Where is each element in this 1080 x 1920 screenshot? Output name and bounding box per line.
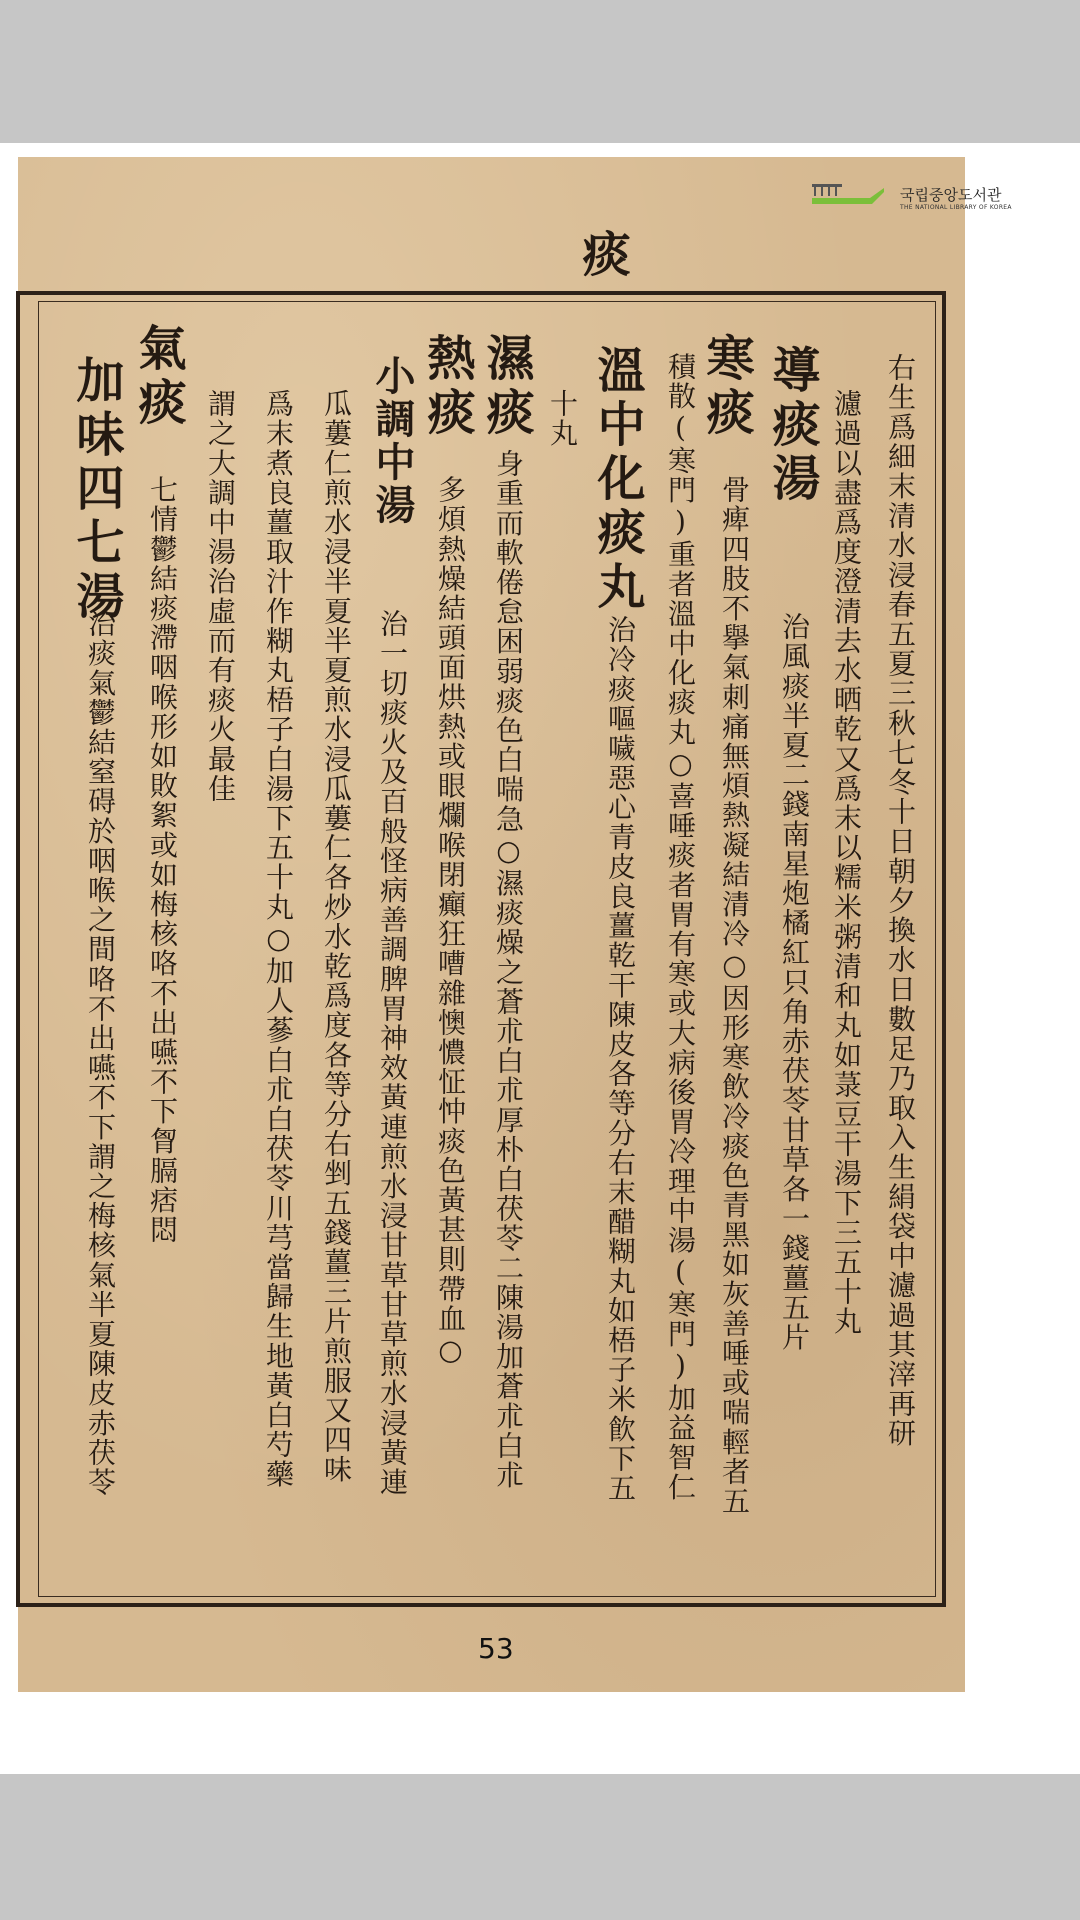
page-number: 53 — [478, 1632, 514, 1665]
library-name-korean: 국립중앙도서관 — [900, 186, 1002, 204]
text-column-11: 瓜蔞仁煎水浸半夏半夏煎水浸瓜蔞仁各炒水乾爲度各等分右剉五錢薑三片煎服又四味 — [320, 389, 353, 1485]
heading-heat-phlegm: 熱痰 — [419, 333, 475, 441]
bottom-gray-band — [0, 1774, 1080, 1920]
library-logo — [810, 182, 1010, 222]
text-column-14: 七情鬱結痰滯咽喉形如敗絮或如梅核咯不出嚥不下胷膈痞悶 — [146, 475, 179, 1245]
text-column-8: 身重而軟倦怠困弱痰色白喘急○濕痰燥之蒼朮白朮厚朴白茯苓二陳湯加蒼朮白朮 — [492, 449, 525, 1490]
text-column-10: 治一切痰火及百般怪病善調脾胃神效黃連煎水浸甘草甘草煎水浸黃連 — [376, 609, 409, 1497]
heading-qi-phlegm: 氣痰 — [130, 323, 186, 431]
text-column-2: 濾過以盡爲度澄清去水晒乾又爲末以糯米粥清和丸如菉豆干湯下三五十丸 — [830, 389, 863, 1337]
text-column-7: 十丸 — [546, 389, 579, 449]
library-name-english: THE NATIONAL LIBRARY OF KOREA — [900, 204, 1012, 211]
heading-daodan-tang: 導痰湯 — [764, 345, 820, 507]
text-column-3: 治風痰半夏二錢南星炮橘紅只角赤茯苓甘草各一錢薑五片 — [778, 612, 811, 1352]
text-column-5: 積散(寒門)重者溫中化痰丸○喜唾痰者胃有寒或大病後胃冷理中湯(寒門)加益智仁 — [664, 352, 697, 1502]
heading-cold-phlegm: 寒痰 — [698, 333, 754, 441]
heading-jiawei-siqi-tang: 加味四七湯 — [68, 355, 124, 625]
text-column-13: 謂之大調中湯治虛而有痰火最佳 — [204, 389, 237, 804]
running-title: 痰 — [574, 229, 630, 277]
heading-damp-phlegm: 濕痰 — [478, 333, 534, 441]
heading-wenzhong-huatan-wan: 溫中化痰丸 — [589, 345, 645, 615]
heading-xiao-tiaozhong-tang: 小調中湯 — [369, 355, 416, 527]
text-column-1: 右生爲細末清水浸春五夏三秋七冬十日朝夕換水日數足乃取入生絹袋中濾過其滓再研 — [884, 353, 917, 1449]
text-column-15: 治痰氣鬱結窒碍於咽喉之間咯不出嚥不下謂之梅核氣半夏陳皮赤茯苓 — [84, 609, 117, 1497]
text-column-6: 治冷痰嘔噦惡心青皮良薑乾干陳皮各等分右末醋糊丸如梧子米飮下五 — [604, 615, 637, 1503]
top-gray-band — [0, 0, 1080, 143]
book-page — [18, 157, 1012, 1692]
text-column-12: 爲末煮良薑取汁作糊丸梧子白湯下五十丸○加人蔘白朮白茯苓川芎當歸生地黃白芍藥 — [262, 389, 295, 1490]
text-column-4: 骨痺四肢不擧氣刺痛無煩熱凝結清冷○因形寒飲冷痰色青黑如灰善唾或喘輕者五 — [718, 475, 751, 1516]
text-column-9: 多煩熱燥結頭面烘熱或眼爛喉閉癲狂嘈雜懊憹怔忡痰色黃甚則帶血○ — [434, 475, 467, 1368]
library-logo-icon — [810, 182, 890, 212]
